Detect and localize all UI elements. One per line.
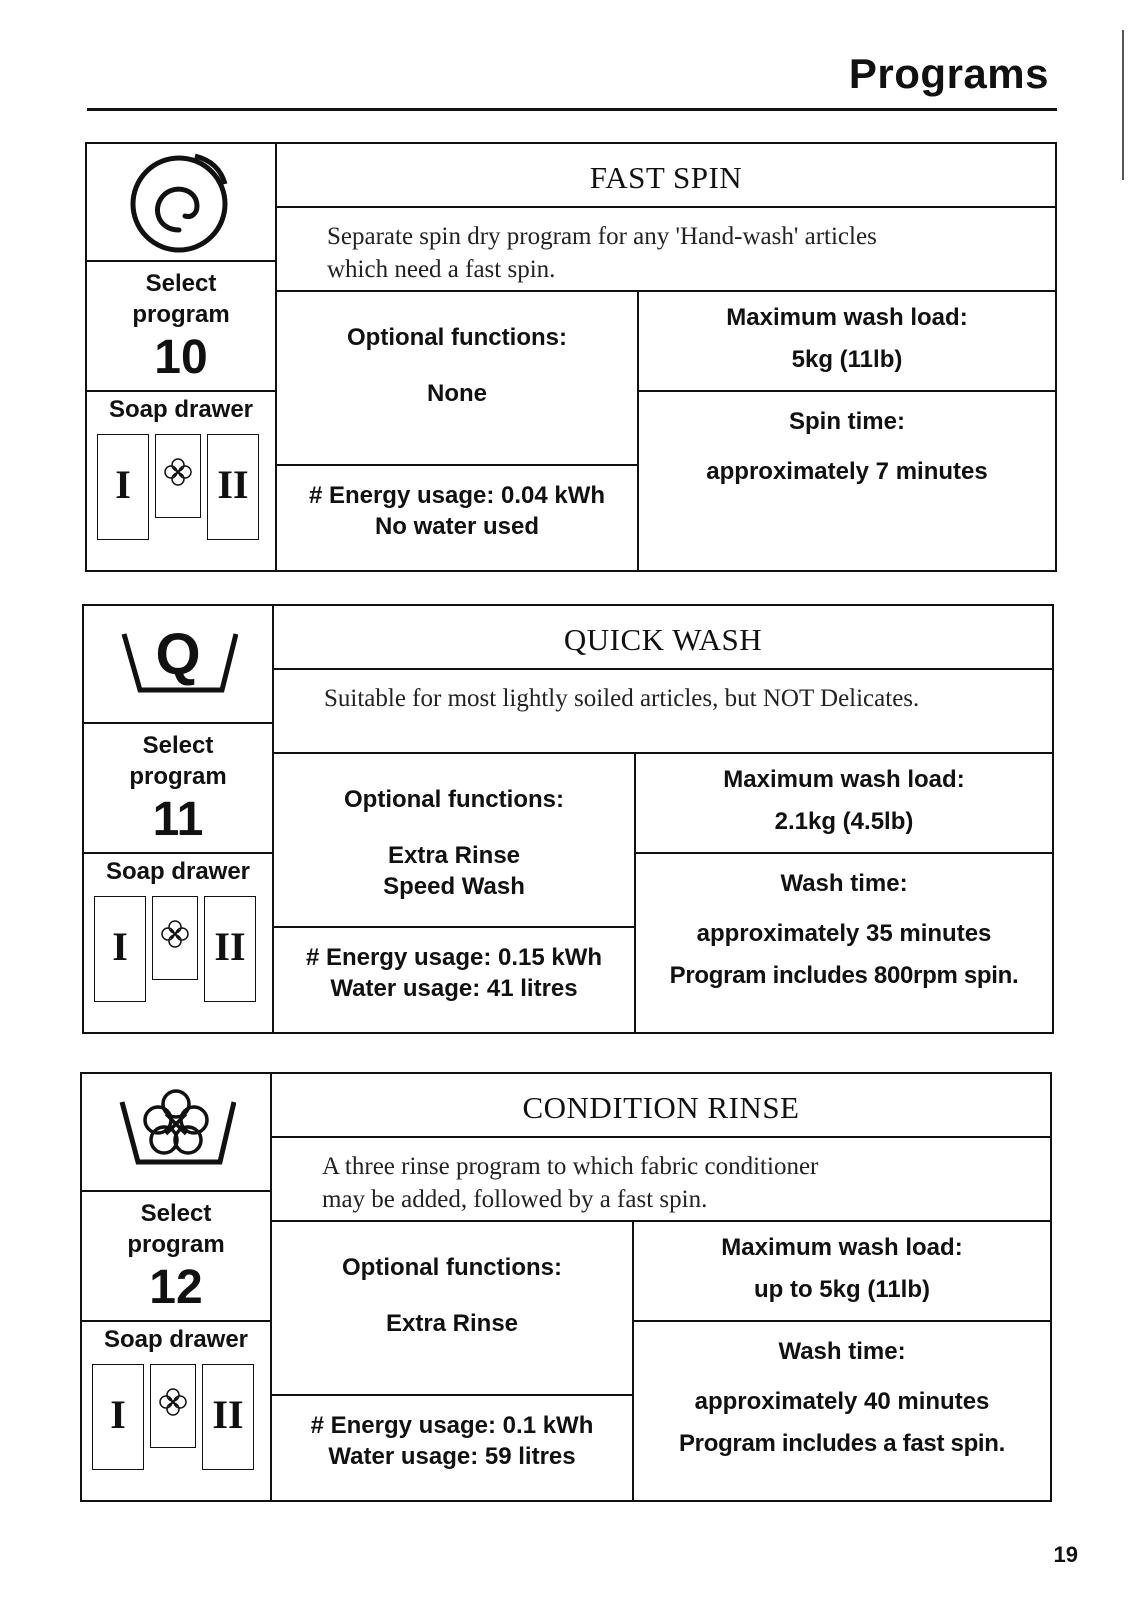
program-card-quick-wash	[82, 604, 1054, 1034]
soap-drawer-box	[82, 1322, 270, 1500]
program-label: program	[127, 1231, 225, 1258]
drawer-compartment-conditioner	[155, 434, 201, 518]
description-line-2: may be added, followed by a fast spin.	[322, 1186, 708, 1213]
water-usage: No water used	[374, 513, 540, 540]
drawer-compartment-2: II	[207, 434, 259, 540]
optional-function-item: Extra Rinse	[387, 842, 521, 869]
program-number: 10	[154, 331, 208, 384]
time-value: approximately 40 minutes	[694, 1388, 990, 1415]
program-label: program	[132, 301, 230, 328]
max-load-cell	[636, 754, 1052, 854]
optional-functions-values	[272, 1308, 632, 1339]
program-name: CONDITION RINSE	[272, 1074, 1050, 1138]
water-usage: Water usage: 41 litres	[330, 975, 578, 1002]
program-number: 12	[149, 1261, 203, 1314]
time-label: Wash time:	[778, 1338, 906, 1365]
soap-drawer-diagram	[97, 434, 267, 542]
program-details	[272, 1074, 1050, 1500]
drawer-compartment-1: I	[92, 1364, 144, 1470]
program-left-column	[87, 144, 277, 570]
program-description	[277, 208, 1055, 292]
conditioner-symbol-icon	[116, 1078, 236, 1186]
select-program-box	[84, 724, 272, 854]
energy-usage: # Energy usage: 0.04 kWh	[308, 482, 606, 509]
drawer-compartment-2: II	[204, 896, 256, 1002]
energy-usage: # Energy usage: 0.15 kWh	[305, 944, 603, 971]
max-load-cell	[639, 292, 1055, 392]
select-program-box	[82, 1192, 270, 1322]
soap-drawer-diagram	[92, 1364, 262, 1472]
optional-functions-label: Optional functions:	[342, 1254, 562, 1281]
max-load-label: Maximum wash load:	[726, 304, 968, 331]
optional-functions-values	[277, 378, 637, 409]
time-cell	[639, 392, 1055, 570]
select-label: Select	[140, 1200, 212, 1227]
max-load-label: Maximum wash load:	[723, 766, 965, 793]
program-description	[274, 670, 1052, 754]
drawer-compartment-conditioner	[150, 1364, 196, 1448]
soap-drawer-box	[84, 854, 272, 1032]
page-header	[87, 48, 1057, 111]
energy-usage-cell	[272, 1396, 634, 1500]
program-card-condition-rinse	[80, 1072, 1052, 1502]
water-usage: Water usage: 59 litres	[328, 1443, 576, 1470]
soap-drawer-label: Soap drawer	[108, 396, 254, 423]
program-name: FAST SPIN	[277, 144, 1055, 208]
program-label: program	[129, 763, 227, 790]
spin-symbol-icon	[121, 148, 241, 256]
description-line-1: Suitable for most lightly soiled articles, but NOT Delicates.	[324, 685, 920, 712]
program-symbol-box	[84, 606, 272, 724]
flower-icon	[163, 457, 193, 487]
optional-functions-cell	[274, 754, 636, 928]
program-left-column	[84, 606, 274, 1032]
soap-drawer-label: Soap drawer	[105, 858, 251, 885]
program-details	[277, 144, 1055, 570]
time-note: Program includes a fast spin.	[678, 1430, 1006, 1457]
drawer-compartment-1: I	[94, 896, 146, 1002]
optional-functions-label: Optional functions:	[344, 786, 564, 813]
binding-edge-mark	[1122, 30, 1124, 180]
time-cell	[634, 1322, 1050, 1500]
drawer-compartment-1: I	[97, 434, 149, 540]
program-symbol-box	[87, 144, 275, 262]
description-line-1: A three rinse program to which fabric conditioner	[322, 1153, 819, 1180]
max-load-value: 2.1kg (4.5lb)	[774, 808, 914, 835]
time-note: Program includes 800rpm spin.	[669, 962, 1019, 989]
time-label: Spin time:	[788, 408, 905, 435]
quick-wash-symbol-letter: Q	[155, 622, 201, 687]
time-cell	[636, 854, 1052, 1032]
page-number: 19	[1053, 1542, 1078, 1567]
optional-functions-values	[274, 840, 634, 902]
soap-drawer-diagram	[94, 896, 264, 1004]
quick-wash-symbol-icon	[118, 610, 238, 718]
program-description	[272, 1138, 1050, 1222]
energy-usage: # Energy usage: 0.1 kWh	[310, 1412, 594, 1439]
program-symbol-box	[82, 1074, 270, 1192]
select-label: Select	[142, 732, 214, 759]
optional-functions-cell	[272, 1222, 634, 1396]
program-details	[274, 606, 1052, 1032]
max-load-cell	[634, 1222, 1050, 1322]
select-program-box	[87, 262, 275, 392]
optional-functions-label: Optional functions:	[347, 324, 567, 351]
description-line-2: which need a fast spin.	[327, 256, 556, 283]
optional-functions-cell	[277, 292, 639, 466]
energy-usage-cell	[277, 466, 639, 570]
max-load-value: 5kg (11lb)	[791, 346, 903, 373]
time-value: approximately 7 minutes	[706, 458, 988, 485]
soap-drawer-box	[87, 392, 275, 570]
program-number: 11	[152, 793, 204, 846]
page-title: Programs	[848, 50, 1049, 97]
flower-icon	[158, 1387, 188, 1417]
drawer-compartment-2: II	[202, 1364, 254, 1470]
max-load-label: Maximum wash load:	[721, 1234, 963, 1261]
optional-function-item: Speed Wash	[383, 873, 525, 900]
select-label: Select	[145, 270, 217, 297]
max-load-value: up to 5kg (11lb)	[753, 1276, 930, 1303]
optional-function-item: Extra Rinse	[385, 1310, 519, 1337]
program-left-column	[82, 1074, 272, 1500]
soap-drawer-label: Soap drawer	[103, 1326, 249, 1353]
time-value: approximately 35 minutes	[696, 920, 992, 947]
time-label: Wash time:	[780, 870, 908, 897]
program-card-fast-spin	[85, 142, 1057, 572]
optional-function-item: None	[427, 380, 487, 407]
energy-usage-cell	[274, 928, 636, 1032]
flower-icon	[160, 919, 190, 949]
drawer-compartment-conditioner	[152, 896, 198, 980]
program-name: QUICK WASH	[274, 606, 1052, 670]
description-line-1: Separate spin dry program for any 'Hand-wash' articles	[327, 223, 877, 250]
